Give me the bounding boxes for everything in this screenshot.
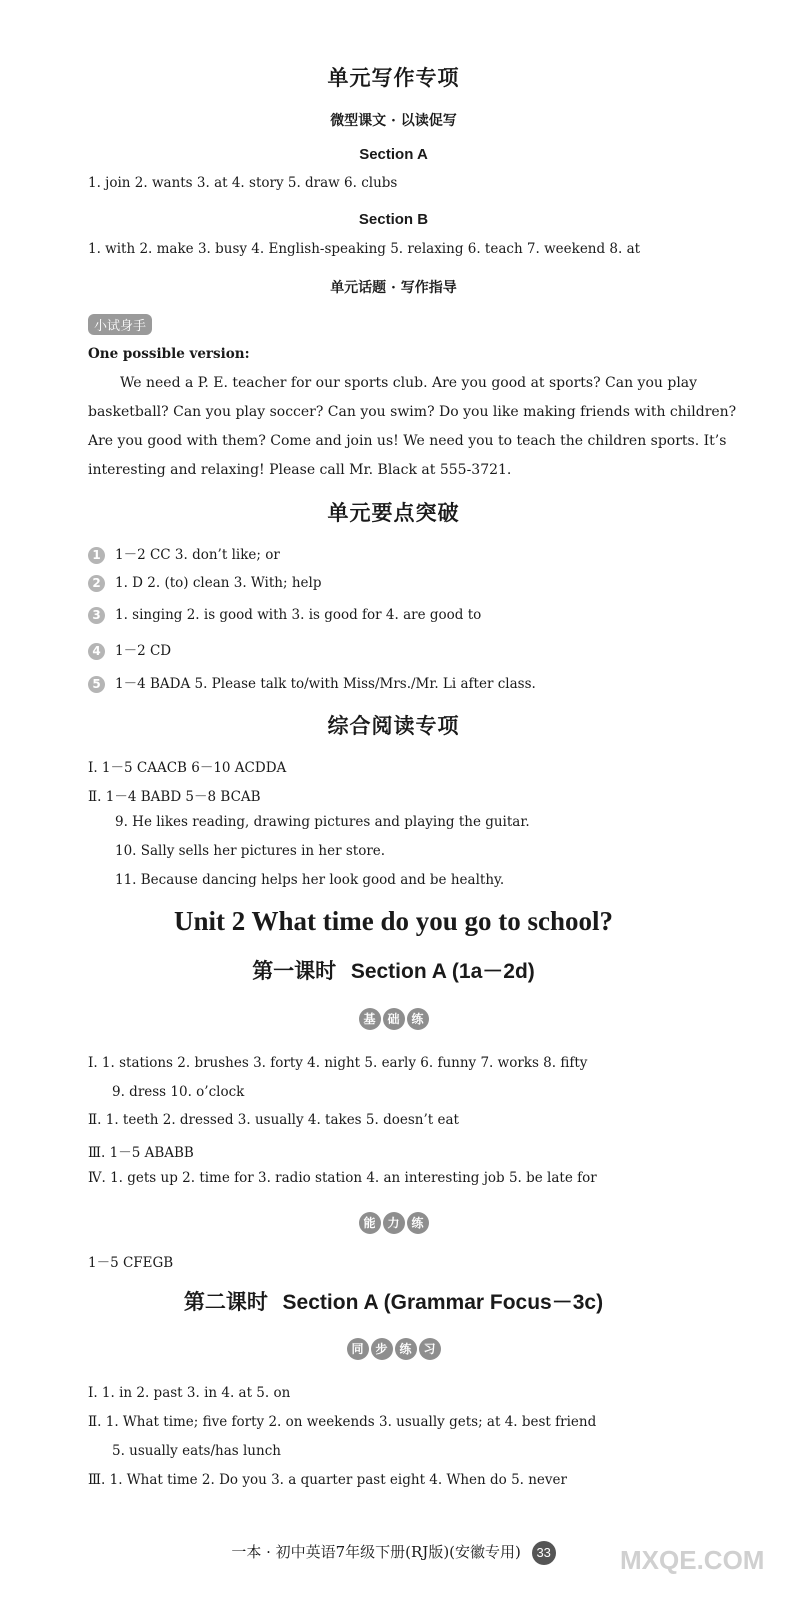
book-title: 一本 · 初中英语7年级下册(RJ版)(安徽专用) [231, 1543, 521, 1561]
reading-answer-9: 9. He likes reading, drawing pictures and playing the guitar. [115, 814, 530, 830]
reading-section-title: 综合阅读专项 [327, 713, 460, 738]
number-circle-icon: 3 [88, 607, 105, 624]
lesson2-answers-2: Ⅱ. 1. What time; five forty 2. on weekends 3. usually gets; at 4. best friend [88, 1414, 597, 1430]
lesson1-answers-4: Ⅳ. 1. gets up 2. time for 3. radio station 4. an interesting job 5. be late for [88, 1170, 597, 1186]
lesson-2-title: 第二课时 Section A (Grammar Focus－3c) [183, 1289, 604, 1314]
micro-text-subtitle: 微型课文 · 以读促写 [330, 113, 457, 129]
reading-answer-11: 11. Because dancing helps her look good and be healthy. [115, 872, 505, 888]
lesson2-answers-1: Ⅰ. 1. in 2. past 3. in 4. at 5. on [88, 1385, 291, 1401]
section-a-answers: 1. join 2. wants 3. at 4. story 5. draw 6. clubs [88, 175, 398, 191]
lesson1-answers-3: Ⅲ. 1－5 ABABB [88, 1145, 194, 1161]
key-point-item: 1 1－2 CC 3. don’t like; or [88, 543, 280, 564]
topic-guide-subtitle: 单元话题 · 写作指导 [330, 280, 457, 296]
try-it-tag: 小试身手 [88, 314, 152, 335]
number-circle-icon: 2 [88, 575, 105, 592]
reading-answers-2: Ⅱ. 1－4 BABD 5－8 BCAB [88, 789, 261, 805]
key-point-item: 5 1－4 BADA 5. Please talk to/with Miss/Mrs./Mr. Li after class. [88, 672, 536, 693]
lesson1-answers-1: Ⅰ. 1. stations 2. brushes 3. forty 4. night 5. early 6. funny 7. works 8. fifty [88, 1055, 588, 1071]
key-points-title: 单元要点突破 [327, 500, 460, 525]
lesson1-answers-1b: 9. dress 10. o’clock [112, 1084, 245, 1100]
possible-version-label: One possible version: [88, 346, 250, 362]
key-point-item: 4 1－2 CD [88, 639, 171, 660]
number-circle-icon: 1 [88, 547, 105, 564]
lesson2-answers-2b: 5. usually eats/has lunch [112, 1443, 281, 1459]
lesson2-answers-3: Ⅲ. 1. What time 2. Do you 3. a quarter past eight 4. When do 5. never [88, 1472, 567, 1488]
reading-answer-10: 10. Sally sells her pictures in her store. [115, 843, 386, 859]
section-a-heading: Section A [359, 146, 428, 163]
number-circle-icon: 4 [88, 643, 105, 660]
sample-essay: We need a P. E. teacher for our sports club. Are you good at sports? Can you play basketball? Can you play soccer? Can you swim? Do you like making friends with children? Are you good with them? Come and join us! We need you to teach the children sports. It’s interesting and relaxing! Please call Mr. Black at 555-3721. [88, 375, 737, 478]
ability-answers: 1－5 CFEGB [88, 1255, 174, 1271]
basic-practice-badge: 基 础 练 [0, 1008, 787, 1030]
lesson-1-title: 第一课时 Section A (1a－2d) [252, 958, 535, 983]
ability-practice-badge: 能 力 练 [0, 1212, 787, 1234]
unit-title: Unit 2 What time do you go to school? [173, 906, 614, 936]
writing-section-title: 单元写作专项 [327, 65, 460, 90]
page-number: 33 [532, 1541, 556, 1565]
section-b-answers: 1. with 2. make 3. busy 4. English-speaking 5. relaxing 6. teach 7. weekend 8. at [88, 241, 641, 257]
lesson1-answers-2: Ⅱ. 1. teeth 2. dressed 3. usually 4. takes 5. doesn’t eat [88, 1112, 459, 1128]
sync-practice-badge: 同 步 练 习 [0, 1338, 787, 1360]
reading-answers-1: Ⅰ. 1－5 CAACB 6－10 ACDDA [88, 760, 287, 776]
watermark: MXQE.COM [620, 1545, 765, 1575]
key-point-item: 2 1. D 2. (to) clean 3. With; help [88, 575, 321, 592]
key-point-item: 3 1. singing 2. is good with 3. is good for 4. are good to [88, 607, 481, 624]
number-circle-icon: 5 [88, 676, 105, 693]
section-b-heading: Section B [358, 211, 429, 228]
